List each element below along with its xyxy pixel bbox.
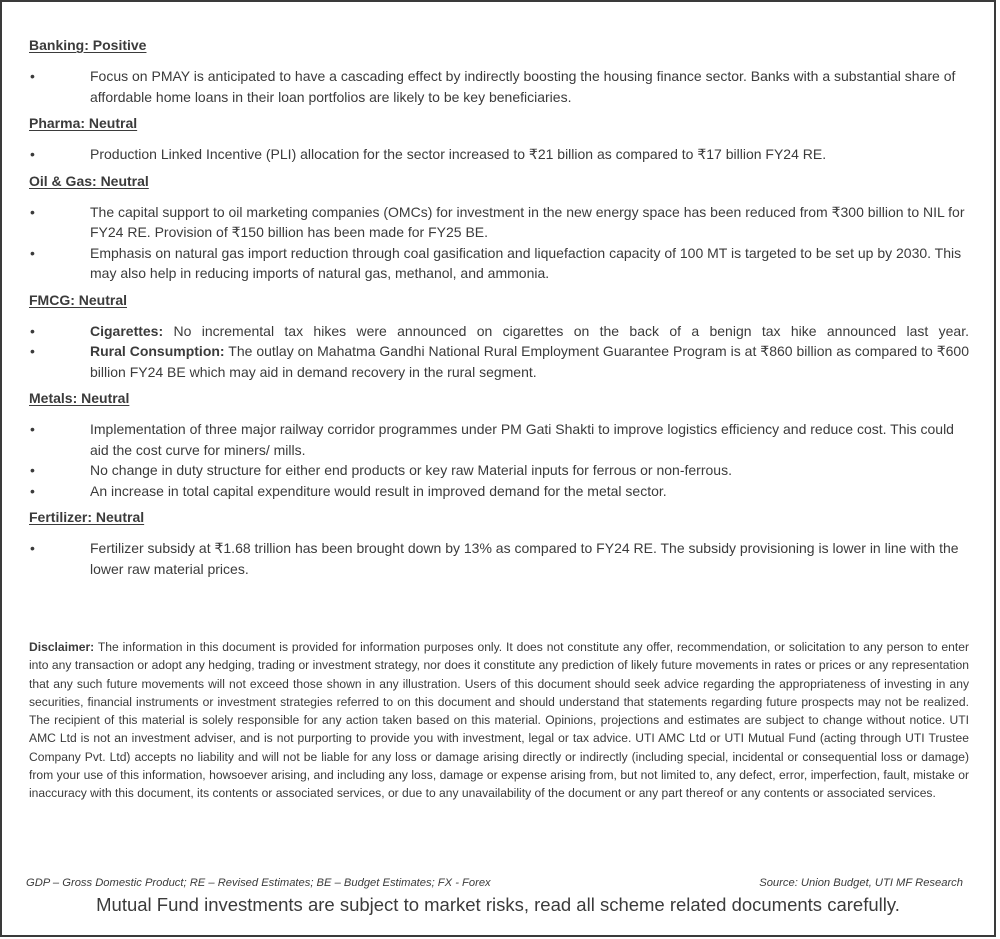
section-heading: Pharma: Neutral — [29, 115, 138, 131]
bullet-text: Emphasis on natural gas import reduction through coal gasification and liquefaction capacity of 100 MT is targeted to be set up by 2030. This may also help in reducing imports of natural gas, methanol, and ammonia. — [90, 244, 962, 281]
bullet-label: Rural Consumption: — [90, 343, 225, 359]
section-oil-gas — [29, 171, 969, 284]
list-item — [29, 481, 969, 502]
sector-outlook — [29, 35, 969, 585]
bullet-list — [29, 144, 969, 165]
list-item — [29, 321, 969, 342]
list-item — [29, 341, 969, 382]
list-item — [29, 419, 969, 460]
risk-statement: Mutual Fund investments are subject to market risks, read all scheme related documents carefully. — [96, 894, 900, 915]
bullet-icon: • — [30, 343, 35, 359]
bullet-icon: • — [30, 462, 35, 478]
list-item — [29, 202, 969, 243]
disclaimer — [29, 638, 969, 803]
bullet-text: Focus on PMAY is anticipated to have a cascading effect by indirectly boosting the housing finance sector. Banks with a substantial share of affordable home loans in their loan portfolios are likely to be key beneficiaries. — [90, 68, 956, 105]
bullet-label: Cigarettes: — [90, 322, 164, 339]
section-metals — [29, 388, 969, 501]
bullet-icon: • — [30, 540, 35, 556]
bullet-icon: • — [30, 482, 35, 499]
list-item — [29, 460, 969, 481]
bullet-icon: • — [30, 146, 35, 162]
bullet-list — [29, 202, 969, 284]
section-pharma — [29, 113, 969, 165]
bullet-text: Fertilizer subsidy at ₹1.68 trillion has been brought down by 13% as compared to FY24 RE. The subsidy provisioning is lower in line with the lower raw material prices. — [90, 540, 959, 577]
bullet-icon: • — [30, 322, 35, 339]
abbreviations-footnote: GDP – Gross Domestic Product; RE – Revised Estimates; BE – Budget Estimates; FX - Forex — [26, 877, 491, 889]
bullet-list — [29, 538, 969, 579]
list-item — [29, 144, 969, 165]
bullet-icon: • — [30, 68, 35, 84]
section-fmcg — [29, 290, 969, 383]
section-heading: FMCG: Neutral — [29, 291, 127, 308]
section-heading: Fertilizer: Neutral — [29, 509, 145, 525]
bullet-text: The capital support to oil marketing companies (OMCs) for investment in the new energy space has been reduced from ₹300 billion to NIL for FY24 RE. Provision of ₹150 billion has been made for FY25 BE. — [90, 203, 965, 240]
bullet-text: Implementation of three major railway corridor programmes under PM Gati Shakti to improve logistics efficiency and reduce cost. This could aid the cost curve for miners/ mills. — [90, 421, 954, 458]
list-item — [29, 243, 969, 284]
bullet-list — [29, 321, 969, 383]
bullet-text: Production Linked Incentive (PLI) allocation for the sector increased to ₹21 billion as compared to ₹17 billion FY24 RE. — [90, 146, 827, 162]
section-heading: Oil & Gas: Neutral — [29, 172, 149, 189]
section-banking — [29, 35, 969, 107]
bullet-icon: • — [30, 203, 35, 220]
section-heading: Metals: Neutral — [29, 390, 130, 406]
disclaimer-text: The information in this document is provided for information purposes only. It does not constitute any offer, recommendation, or solicitation to any person to enter into any transaction or adopt any hedging, trading or investment strategy, nor does it constitute any prediction of likely future movements in rates or prices or any representation that any such future movements will not exceed those shown in any illustration. Users of this document should seek advice regarding the appropriateness of investing in any securities, financial instruments or investment strategies referred to on this document and should understand that statements regarding future prospects may not be realized. The recipient of this material is solely responsible for any action taken based on this material. Opinions, projections and estimates are subject to change without notice. UTI AMC Ltd is not an investment adviser, and is not purporting to provide you with investment, legal or tax advice. UTI AMC Ltd or UTI Mutual Fund (acting through UTI Trustee Company Pvt. Ltd) accepts no liability and will not be liable for any loss or damage arising directly or indirectly (including special, incidental or consequential loss or damage) from your use of this information, howsoever arising, and including any loss, damage or expense arising from, but not limited to, any defect, error, imperfection, fault, mistake or inaccuracy with this document, its contents or associated services, or due to any unavailability of the document or any part thereof or any contents or associated services. — [29, 640, 969, 801]
source-note: Source: Union Budget, UTI MF Research — [759, 877, 963, 889]
bullet-text: No change in duty structure for either end products or key raw Material inputs for ferrous or non-ferrous. — [90, 462, 732, 478]
bullet-icon: • — [30, 421, 35, 437]
list-item — [29, 538, 969, 579]
bullet-text: No incremental tax hikes were announced on cigarettes on the back of a benign tax hike announced last year. — [163, 322, 969, 339]
bullet-icon: • — [30, 244, 35, 261]
section-fertilizer — [29, 507, 969, 579]
section-heading: Banking: Positive — [29, 37, 147, 53]
bullet-text: The outlay on Mahatma Gandhi National Rural Employment Guarantee Program is at ₹860 billion as compared to ₹600 billion FY24 BE which may aid in demand recovery in the rural segment. — [90, 343, 969, 380]
list-item — [29, 66, 969, 107]
bullet-text: An increase in total capital expenditure would result in improved demand for the metal sector. — [90, 482, 667, 499]
bullet-list — [29, 66, 969, 107]
bullet-list — [29, 419, 969, 501]
disclaimer-label: Disclaimer: — [29, 640, 95, 654]
